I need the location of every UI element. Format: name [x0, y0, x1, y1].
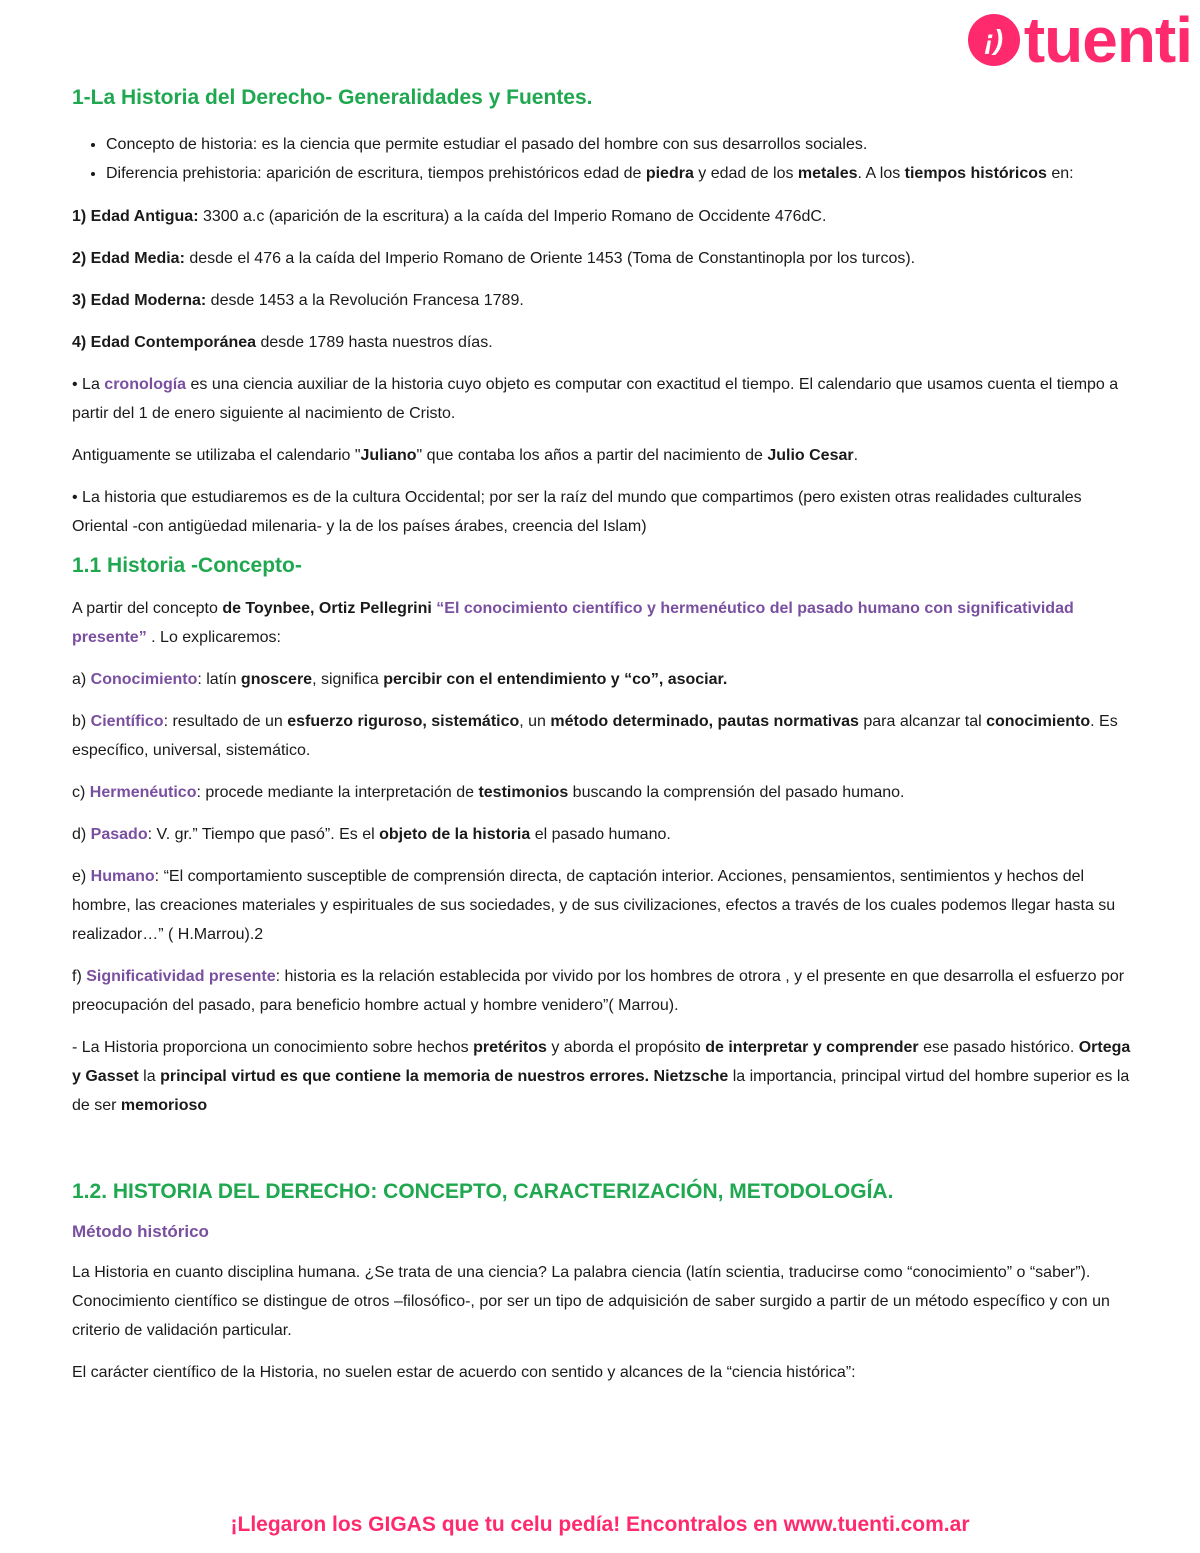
bold-run: Ortega y Gasset — [72, 1039, 1131, 1085]
era-text: desde el 476 a la caída del Imperio Romano de Oriente 1453 (Toma de Constantinopla por los turcos). — [184, 250, 916, 267]
bold-run: principal virtud es que contiene la memoria de nuestros errores. Nietzsche — [160, 1068, 729, 1085]
era-text: 3300 a.c (aparición de la escritura) a la caída del Imperio Romano de Occidente 476dC. — [198, 208, 827, 225]
paragraph-occidental: • La historia que estudiaremos es de la cultura Occidental; por ser la raíz del mundo que compartimos (pero existen otras realidades culturales Oriental -con antigüedad milenaria- y la de los países árabes, creencia del Islam) — [72, 489, 1082, 535]
section-1-1-heading: 1.1 Historia -Concepto- — [72, 554, 302, 577]
bold-run: testimonios — [478, 784, 569, 801]
era-moderna — [72, 286, 1132, 315]
term-cronologia: cronología — [104, 376, 187, 393]
text-run: b) — [72, 713, 91, 730]
text-run: " que contaba los años a partir del nacimiento de — [416, 447, 768, 464]
item-significatividad — [72, 962, 1132, 1020]
text-run: . Lo explicaremos: — [146, 629, 281, 646]
era-media — [72, 244, 1132, 273]
term-significatividad: Significatividad presente — [86, 968, 276, 985]
text-run: Diferencia prehistoria: aparición de escritura, tiempos prehistóricos edad de — [106, 165, 646, 182]
text-run: A partir del concepto — [72, 600, 223, 617]
bold-run: memorioso — [120, 1097, 208, 1114]
item-cientifico — [72, 707, 1132, 765]
paragraph-cronologia — [72, 370, 1132, 428]
text-run: Antiguamente se utilizaba el calendario " — [72, 447, 361, 464]
bold-run: conocimiento — [986, 713, 1091, 730]
paragraph-toynbee — [72, 594, 1132, 652]
paragraph-juliano — [72, 441, 1132, 470]
text-run: , un — [519, 713, 551, 730]
item-humano — [72, 862, 1132, 949]
tuenti-logo — [968, 4, 1192, 76]
text-run: ese pasado histórico. — [918, 1039, 1079, 1056]
term-conocimiento: Conocimiento — [90, 671, 198, 688]
text-run: • La — [72, 376, 105, 393]
text-run: buscando la comprensión del pasado humano. — [568, 784, 905, 801]
bold-run: objeto de la historia — [379, 826, 531, 843]
era-label: 1) Edad Antigua: — [72, 208, 199, 225]
text-run: la importancia, principal virtud del hombre superior es la de ser — [72, 1068, 1130, 1114]
bold-run: pretéritos — [473, 1039, 547, 1056]
document-page — [72, 86, 1132, 1400]
era-antigua — [72, 202, 1132, 231]
text-run: es una ciencia auxiliar de la historia cuyo objeto es computar con exactitud el tiempo. El calendario que usamos cuenta el tiempo a partir del 1 de enero siguiente al nacimiento de Cristo. — [72, 376, 1119, 422]
bold-run: Julio Cesar — [767, 447, 854, 464]
era-label: 2) Edad Media: — [72, 250, 185, 267]
bold-run: gnoscere — [240, 671, 313, 688]
text-run: d) — [72, 826, 91, 843]
tuenti-logo-text: tuenti — [1023, 4, 1192, 76]
bold-run: metales — [797, 165, 858, 182]
bold-run: de interpretar y comprender — [705, 1039, 919, 1056]
era-label: 4) Edad Contemporánea — [72, 334, 257, 351]
term-hermeneutico: Hermenéutico — [89, 784, 197, 801]
quote-definition: “El conocimiento científico y hermenéutico del pasado humano con significatividad presente” — [72, 600, 1074, 646]
text-run: : resultado de un — [163, 713, 288, 730]
bold-run: tiempos históricos — [904, 165, 1047, 182]
text-run: f) — [72, 968, 87, 985]
metodo-historico-subheading: Método histórico — [72, 1222, 209, 1241]
bold-run: método determinado, pautas normativas — [550, 713, 859, 730]
era-contemporanea — [72, 328, 1132, 357]
intro-bullet-list — [72, 130, 1132, 188]
text-run: y aborda el propósito — [546, 1039, 706, 1056]
text-run: el pasado humano. — [530, 826, 671, 843]
item-conocimiento — [72, 665, 1132, 694]
text-run: - La Historia proporciona un conocimiento sobre hechos — [72, 1039, 474, 1056]
text-run: : historia es la relación establecida por vivido por los hombres de otrora , y el presente en que desarrolla el esfuerzo por preocupación del pasado, para beneficio hombre actual y hombre venidero”( Marrou). — [72, 968, 1125, 1014]
section-1-2-heading: 1.2. HISTORIA DEL DERECHO: CONCEPTO, CARACTERIZACIÓN, METODOLOGÍA. — [72, 1180, 894, 1203]
text-run: . — [853, 447, 859, 464]
bullet-prehistoria — [106, 159, 1132, 188]
document-title: 1-La Historia del Derecho- Generalidades y Fuentes. — [72, 86, 593, 109]
text-run: , significa — [312, 671, 384, 688]
footer-promo: ¡Llegaron los GIGAS que tu celu pedía! Encontralos en www.tuenti.com.ar — [230, 1513, 970, 1536]
text-run: : V. gr.” Tiempo que pasó”. Es el — [147, 826, 380, 843]
bullet-concepto: • Concepto de historia: es la ciencia que permite estudiar el pasado del hombre con sus desarrollos sociales. — [106, 130, 1132, 159]
text-run: en: — [1046, 165, 1074, 182]
paragraph-ciencia: La Historia en cuanto disciplina humana. ¿Se trata de una ciencia? La palabra ciencia (latín scientia, traducirse como “conocimiento” o “saber”). Conocimiento científico se distingue de otros –filosófico-, por ser un tipo de adquisición de saber surgido a partir de un método específico y con un criterio de validación particular. — [72, 1264, 1110, 1339]
text-run: : latín — [197, 671, 241, 688]
text-run: la — [138, 1068, 161, 1085]
term-cientifico: Científico — [90, 713, 164, 730]
text-run: para alcanzar tal — [858, 713, 987, 730]
paragraph-caracter-cientifico: El carácter científico de la Historia, no suelen estar de acuerdo con sentido y alcances de la “ciencia histórica”: — [72, 1364, 856, 1381]
text-run: : procede mediante la interpretación de — [196, 784, 479, 801]
tuenti-logo-icon: ¡) — [968, 14, 1020, 66]
text-run: : “El comportamiento susceptible de comprensión directa, de captación interior. Acciones, pensamientos, sentimientos y hechos del hombre, las creaciones materiales y espirituales de sus sociedades, y de sus civilizaciones, efectos a través de los cuales podemos llegar hasta su realizador…” ( H.Marrou).2 — [72, 868, 1116, 943]
bold-run: de Toynbee, Ortiz Pellegrini — [222, 600, 432, 617]
era-text: desde 1789 hasta nuestros días. — [256, 334, 493, 351]
text-run: . A los — [857, 165, 905, 182]
text-run: c) — [72, 784, 90, 801]
bold-run: Juliano — [360, 447, 417, 464]
bold-run: esfuerzo riguroso, sistemático — [287, 713, 520, 730]
text-run: a) — [72, 671, 91, 688]
era-text: desde 1453 a la Revolución Francesa 1789. — [206, 292, 524, 309]
bold-run: piedra — [645, 165, 694, 182]
term-pasado: Pasado — [90, 826, 148, 843]
text-run: . Es específico, universal, sistemático. — [72, 713, 1118, 759]
term-humano: Humano — [90, 868, 155, 885]
text-run: y edad de los — [693, 165, 798, 182]
item-hermeneutico — [72, 778, 1132, 807]
era-label: 3) Edad Moderna: — [72, 292, 207, 309]
text-run: e) — [72, 868, 91, 885]
bold-run: percibir con el entendimiento y “co”, asociar. — [383, 671, 728, 688]
item-pasado — [72, 820, 1132, 849]
paragraph-historia-proporciona — [72, 1033, 1132, 1120]
